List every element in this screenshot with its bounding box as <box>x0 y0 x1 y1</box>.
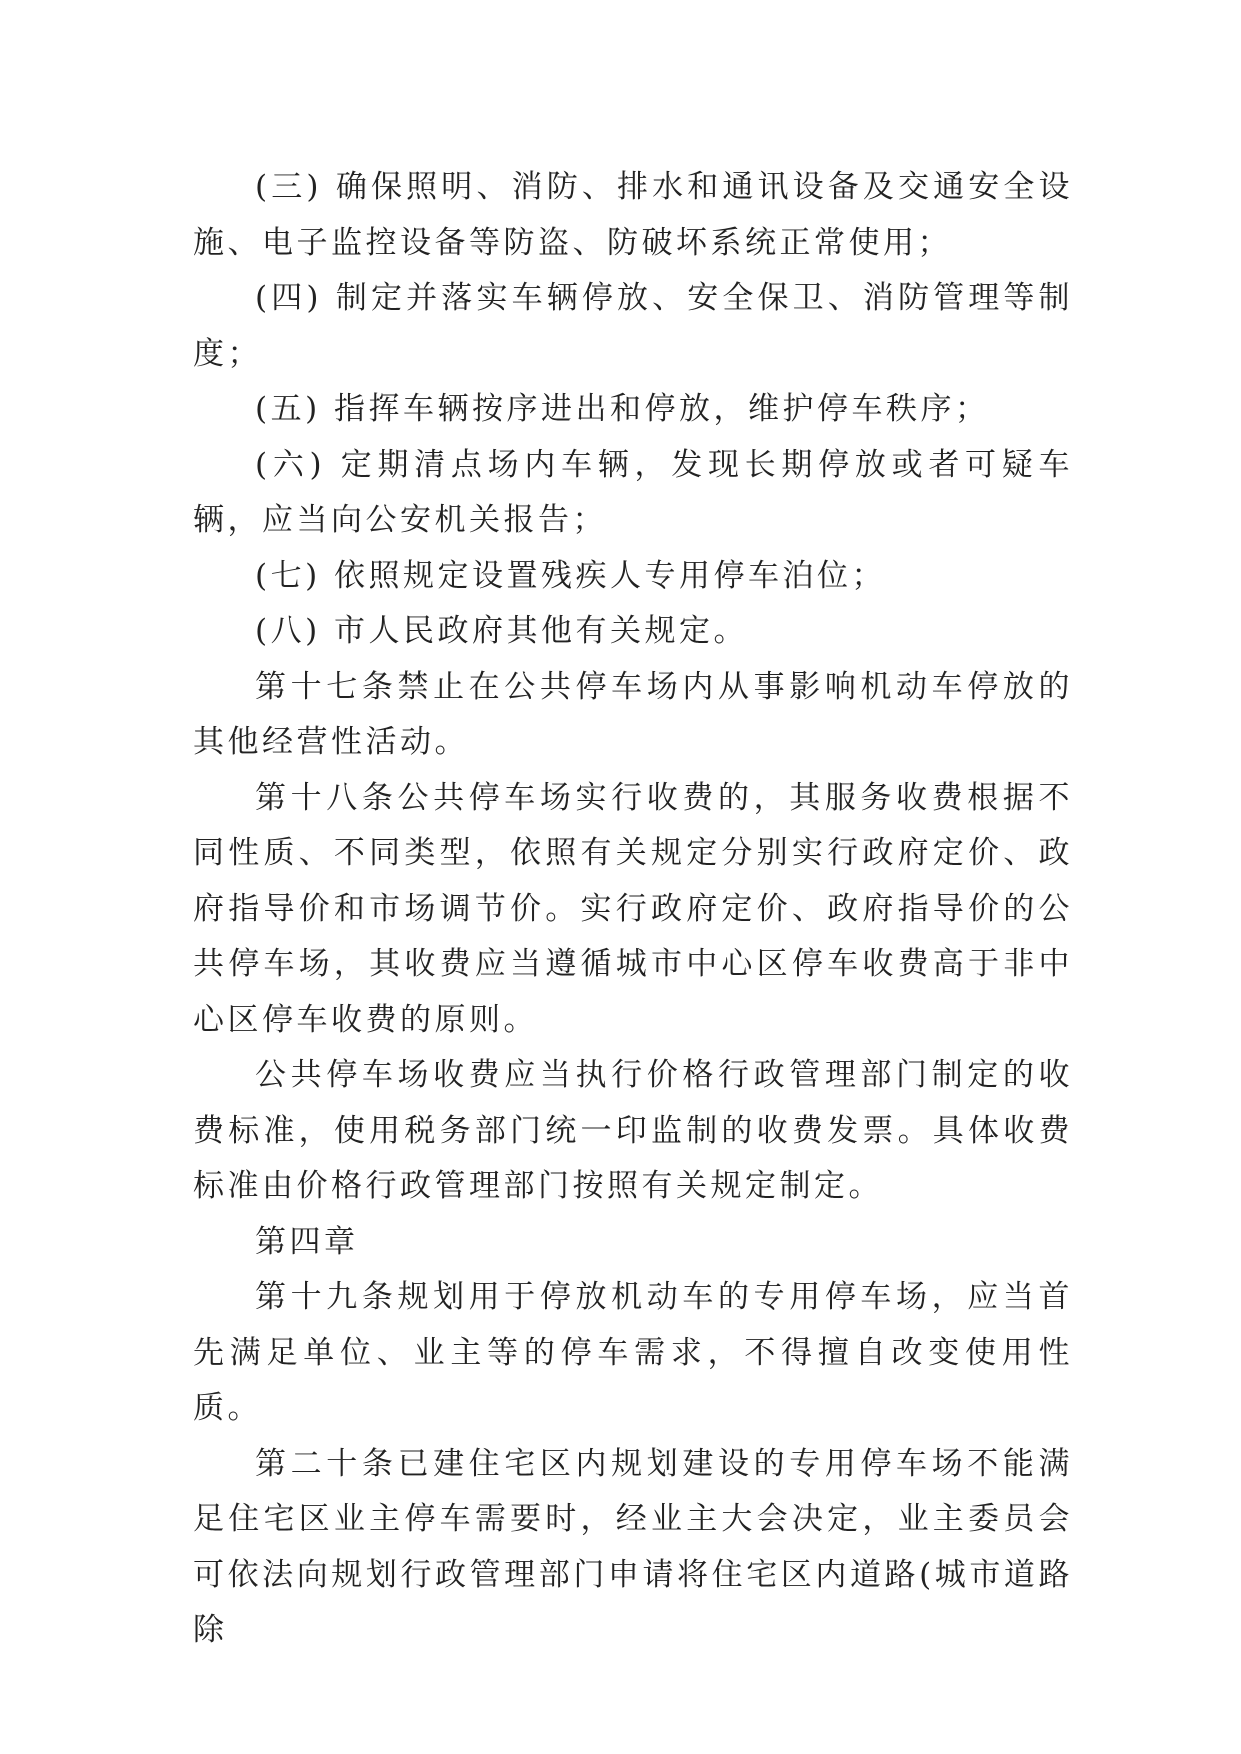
paragraph-article-18: 第十八条公共停车场实行收费的，其服务收费根据不同性质、不同类型，依照有关规定分别实行政府定价、政府指导价和市场调节价。实行政府定价、政府指导价的公共停车场，其收费应当遵循城市中心区停车收费高于非中心区停车收费的原则。 <box>193 779 1073 1038</box>
paragraph-item-6: (六) 定期清点场内车辆，发现长期停放或者可疑车辆，应当向公安机关报告； <box>193 446 1073 538</box>
paragraph-item-4: (四) 制定并落实车辆停放、安全保卫、消防管理等制度； <box>193 280 1073 372</box>
paragraph-article-19: 第十九条规划用于停放机动车的专用停车场，应当首先满足单位、业主等的停车需求，不得擅自改变使用性质。 <box>193 1279 1073 1426</box>
document-body <box>193 160 1073 1659</box>
paragraph-article-20: 第二十条已建住宅区内规划建设的专用停车场不能满足住宅区业主停车需要时，经业主大会决定，业主委员会可依法向规划行政管理部门申请将住宅区内道路(城市道路除 <box>193 1445 1073 1648</box>
paragraph-item-8: (八) 市人民政府其他有关规定。 <box>255 613 749 649</box>
paragraph-item-5: (五) 指挥车辆按序进出和停放，维护停车秩序； <box>255 391 990 427</box>
paragraph-item-7: (七) 依照规定设置残疾人专用停车泊位； <box>255 557 887 594</box>
paragraph-article-17: 第十七条禁止在公共停车场内从事影响机动车停放的其他经营性活动。 <box>193 668 1073 760</box>
paragraph-item-3: (三) 确保照明、消防、排水和通讯设备及交通安全设施、电子监控设备等防盗、防破坏系统正常使用； <box>193 169 1073 261</box>
paragraph-fee-standard: 公共停车场收费应当执行价格行政管理部门制定的收费标准，使用税务部门统一印监制的收费发票。具体收费标准由价格行政管理部门按照有关规定制定。 <box>193 1057 1073 1204</box>
chapter-heading: 第四章 <box>255 1223 359 1260</box>
